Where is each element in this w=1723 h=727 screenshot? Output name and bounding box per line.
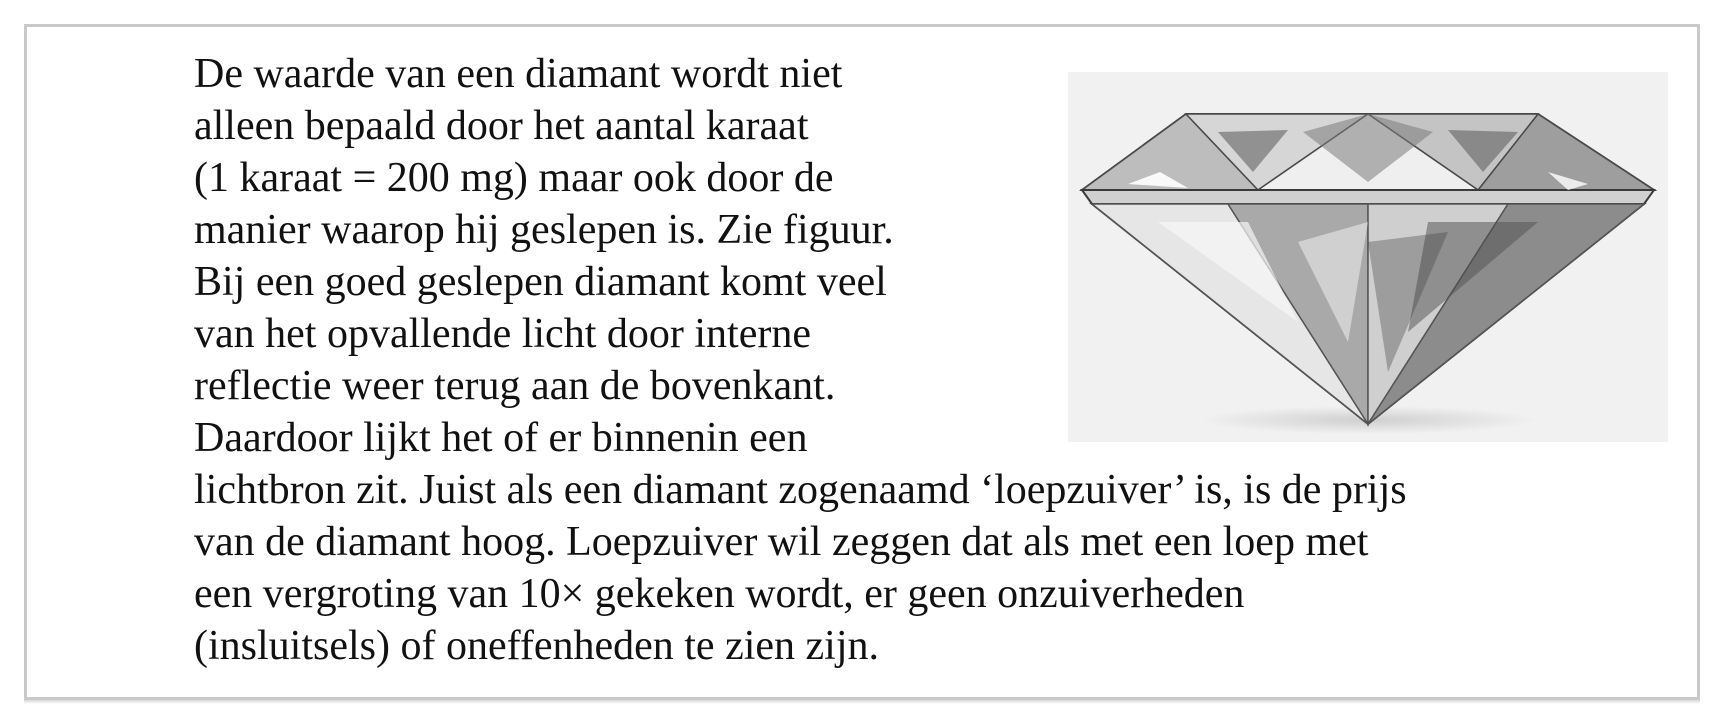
text-line-5: Bij een goed geslepen diamant komt veel <box>194 259 887 305</box>
frame-shadow <box>24 700 1700 704</box>
text-line-10: van de diamant hoog. Loepzuiver wil zeggen dat als met een loep met <box>194 519 1369 565</box>
text-line-2: alleen bepaald door het aantal karaat <box>194 103 809 149</box>
text-line-4: manier waarop hij geslepen is. Zie figuur. <box>194 207 894 253</box>
text-line-1: De waarde van een diamant wordt niet <box>194 51 843 97</box>
text-line-8: Daardoor lijkt het of er binnenin een <box>194 415 808 461</box>
text-line-9: lichtbron zit. Juist als een diamant zogenaamd ‘loepzuiver’ is, is de prijs <box>194 467 1407 513</box>
text-line-11: een vergroting van 10× gekeken wordt, er geen onzuiverheden <box>194 571 1245 617</box>
diamond-illustration-icon <box>1068 72 1668 442</box>
diamond-figure <box>1068 72 1668 442</box>
text-line-6: van het opvallende licht door interne <box>194 311 811 357</box>
text-line-12: (insluitsels) of oneffenheden te zien zijn. <box>194 623 880 669</box>
text-line-3: (1 karaat = 200 mg) maar ook door de <box>194 155 834 201</box>
text-line-7: reflectie weer terug aan de bovenkant. <box>194 363 836 409</box>
